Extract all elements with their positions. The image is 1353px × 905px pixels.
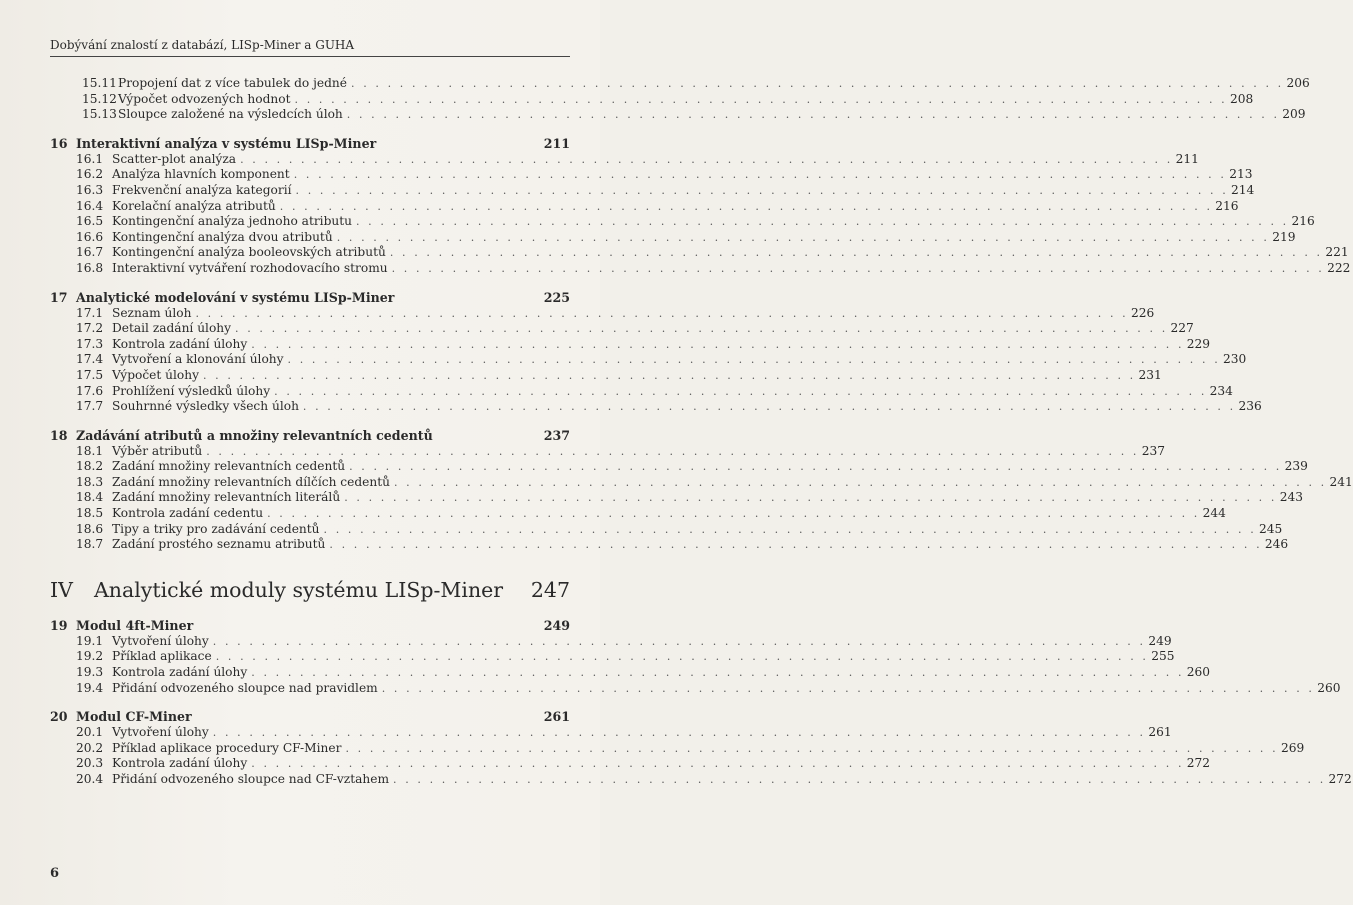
section-number: 20.4 [76,772,104,786]
chapter-number: 20 [50,709,68,725]
section-page: 243 [1279,490,1303,505]
section-number: 16.4 [76,198,104,213]
toc-section-entry[interactable] [50,680,1341,697]
section-page: 229 [1186,336,1211,351]
dot-leader: . . . . . . . . . . . . . . . . . . . . . . . . . . . . . . . . . . . . . . . . . . . . . . . . . . . . . . . . . . . . . . . . . . . . . . . . . . . . . [195,306,1129,320]
toc-section-entry[interactable] [50,399,1262,415]
dot-leader: . . . . . . . . . . . . . . . . . . . . . . . . . . . . . . . . . . . . . . . . . . . . . . . . . . . . . . . . . . . . . . . . . . . . . . . . . . . . . [355,215,1289,229]
part-page: 247 [530,577,570,602]
toc-chapter-entry[interactable] [50,289,570,306]
section-number: 16.5 [76,214,104,229]
section-number: 17.3 [76,336,104,351]
part-number: IV [50,577,73,602]
section-page: 213 [1229,167,1253,182]
dot-leader: . . . . . . . . . . . . . . . . . . . . . . . . . . . . . . . . . . . . . . . . . . . . . . . . . . . . . . . . . . . . . . . . . . . . . . . . . . . . . [344,491,1277,505]
section-page: 245 [1259,521,1283,536]
toc-section-entry[interactable] [50,474,1353,491]
section-number: 16.6 [76,229,104,244]
chapter-page: 211 [543,135,570,151]
section-number: 16.2 [76,167,104,182]
toc-section-entry[interactable] [50,725,1172,741]
section-number: 18.2 [76,459,104,474]
section-page: 209 [1282,107,1306,122]
section-page: 214 [1231,182,1255,197]
chapter-title: Zadávání atributů a množiny relevantních cedentů [76,427,433,443]
section-title: Přidání odvozeného sloupce nad pravidlem [112,680,378,695]
toc-chapter-entry[interactable] [50,708,570,725]
section-title: Příklad aplikace procedury CF-Miner [112,740,342,755]
section-number: 16.7 [76,245,104,260]
section-page: 246 [1264,537,1289,552]
dot-leader: . . . . . . . . . . . . . . . . . . . . . . . . . . . . . . . . . . . . . . . . . . . . . . . . . . . . . . . . . . . . . . . . . . . . . . . . . . . . . [351,77,1284,90]
page-number: 6 [50,866,60,881]
dot-leader: . . . . . . . . . . . . . . . . . . . . . . . . . . . . . . . . . . . . . . . . . . . . . . . . . . . . . . . . . . . . . . . . . . . . . . . . . . . . . [251,666,1185,680]
section-number: 20.1 [76,725,104,740]
section-number: 19.2 [76,649,104,664]
section-page: 231 [1138,367,1162,382]
section-title: Analýza hlavních komponent [112,167,290,182]
table-of-contents [50,76,1353,788]
section-title: Frekvenční analýza kategorií [112,182,292,197]
section-page: 234 [1209,383,1233,398]
section-number: 18.6 [76,521,104,536]
section-number: 18.4 [76,490,104,505]
chapter-page: 225 [543,289,570,305]
dot-leader: . . . . . . . . . . . . . . . . . . . . . . . . . . . . . . . . . . . . . . . . . . . . . . . . . . . . . . . . . . . . . . . . . . . . . . . . . . . . . [389,246,1323,260]
section-title: Přidání odvozeného sloupce nad CF-vztahem [112,772,390,786]
section-title: Výpočet úlohy [112,367,199,382]
chapter-number: 16 [50,135,68,151]
section-title: Vytvoření úlohy [112,633,209,648]
toc-section-entry[interactable] [50,336,1211,353]
chapter-title: Interaktivní analýza v systému LISp-Miner [76,135,377,151]
toc-chapter-entry[interactable] [50,617,570,634]
section-number: 19.4 [76,680,104,695]
toc-section-entry[interactable] [50,151,1199,168]
dot-leader: . . . . . . . . . . . . . . . . . . . . . . . . . . . . . . . . . . . . . . . . . . . . . . . . . . . . . . . . . . . . . . . . . . . . . . . . . . . . . [206,444,1139,458]
dot-leader: . . . . . . . . . . . . . . . . . . . . . . . . . . . . . . . . . . . . . . . . . . . . . . . . . . . . . . . . . . . . . . . . . . . . . . . . . . . . . [235,322,1168,336]
section-page: 269 [1280,740,1305,755]
toc-section-entry[interactable] [50,107,1306,123]
dot-leader: . . . . . . . . . . . . . . . . . . . . . . . . . . . . . . . . . . . . . . . . . . . . . . . . . . . . . . . . . . . . . . . . . . . . . . . . . . . . . [240,152,1173,166]
dot-leader: . . . . . . . . . . . . . . . . . . . . . . . . . . . . . . . . . . . . . . . . . . . . . . . . . . . . . . . . . . . . . . . . . . . . . . . . . . . . . [212,726,1146,740]
toc-section-entry[interactable] [50,649,1175,665]
section-page: 244 [1202,506,1226,521]
section-number: 17.2 [76,321,104,336]
section-number: 17.6 [76,383,104,398]
section-page: 206 [1286,76,1310,90]
dot-leader: . . . . . . . . . . . . . . . . . . . . . . . . . . . . . . . . . . . . . . . . . . . . . . . . . . . . . . . . . . . . . . . . . . . . . . . . . . . . . [393,475,1327,489]
section-number: 17.7 [76,399,104,414]
section-title: Propojení dat z více tabulek do jedné [118,76,347,90]
dot-leader: . . . . . . . . . . . . . . . . . . . . . . . . . . . . . . . . . . . . . . . . . . . . . . . . . . . . . . . . . . . . . . . . . . . . . . . . . . . . . [393,773,1326,786]
chapter-page: 237 [543,427,570,443]
section-page: 216 [1291,214,1315,229]
section-page: 260 [1186,665,1211,680]
section-page: 249 [1148,633,1172,648]
section-page: 241 [1329,474,1353,489]
section-number: 18.5 [76,506,104,521]
section-title: Výběr atributů [112,443,203,458]
section-page: 227 [1170,321,1194,336]
section-page: 226 [1130,305,1155,320]
section-title: Zadání množiny relevantních literálů [112,490,341,505]
toc-section-entry[interactable] [50,521,1283,538]
section-title: Kontingenční analýza jednoho atributu [112,214,352,229]
toc-part-entry[interactable] [50,575,570,605]
section-page: 208 [1230,91,1254,106]
section-page: 237 [1141,443,1165,458]
toc-section-entry[interactable] [50,214,1315,230]
section-title: Korelační analýza atributů [112,198,276,213]
section-title: Zadání prostého seznamu atributů [112,537,326,552]
toc-section-entry[interactable] [50,459,1308,475]
section-number: 20.3 [76,756,104,771]
section-number: 16.1 [76,151,104,166]
section-title: Tipy a triky pro zadávání cedentů [112,521,320,536]
section-number: 18.7 [76,537,104,552]
dot-leader: . . . . . . . . . . . . . . . . . . . . . . . . . . . . . . . . . . . . . . . . . . . . . . . . . . . . . . . . . . . . . . . . . . . . . . . . . . . . . [381,681,1315,695]
section-page: 260 [1317,680,1341,695]
section-page: 239 [1284,459,1308,474]
section-page: 230 [1223,352,1247,367]
toc-section-entry[interactable] [50,182,1255,199]
chapter-number: 18 [50,427,68,443]
dot-leader: . . . . . . . . . . . . . . . . . . . . . . . . . . . . . . . . . . . . . . . . . . . . . . . . . . . . . . . . . . . . . . . . . . . . . . . . . . . . . [251,337,1185,351]
section-page: 211 [1175,151,1199,166]
dot-leader: . . . . . . . . . . . . . . . . . . . . . . . . . . . . . . . . . . . . . . . . . . . . . . . . . . . . . . . . . . . . . . . . . . . . . . . . . . . . . [274,384,1207,398]
toc-chapter-entry[interactable] [50,427,570,444]
toc-section-entry[interactable] [50,305,1155,322]
dot-leader: . . . . . . . . . . . . . . . . . . . . . . . . . . . . . . . . . . . . . . . . . . . . . . . . . . . . . . . . . . . . . . . . . . . . . . . . . . . . . [202,368,1136,382]
section-number: 17.1 [76,305,104,320]
dot-leader: . . . . . . . . . . . . . . . . . . . . . . . . . . . . . . . . . . . . . . . . . . . . . . . . . . . . . . . . . . . . . . . . . . . . . . . . . . . . . [349,460,1282,474]
section-title: Interaktivní vytváření rozhodovacího stromu [112,260,388,275]
toc-section-entry[interactable] [50,260,1351,277]
section-title: Sloupce založené na výsledcích úloh [118,107,343,122]
toc-section-entry[interactable] [50,198,1239,215]
toc-section-entry[interactable] [50,91,1254,108]
section-page: 261 [1148,725,1172,740]
toc-section-entry[interactable] [50,167,1253,183]
section-title: Kontrola zadání cedentu [112,506,264,521]
section-page: 236 [1238,399,1262,414]
section-title: Příklad aplikace [112,649,212,664]
toc-section-entry[interactable] [50,633,1172,650]
section-number: 17.5 [76,367,104,382]
toc-section-entry[interactable] [50,383,1233,400]
section-number: 16.8 [76,260,104,275]
toc-section-entry[interactable] [50,245,1349,261]
toc-section-entry[interactable] [50,76,1310,92]
toc-section-entry[interactable] [50,772,1352,788]
chapter-page: 249 [543,617,570,633]
toc-section-entry[interactable] [50,665,1211,681]
dot-leader: . . . . . . . . . . . . . . . . . . . . . . . . . . . . . . . . . . . . . . . . . . . . . . . . . . . . . . . . . . . . . . . . . . . . . . . . . . . . . [267,507,1200,521]
dot-leader: . . . . . . . . . . . . . . . . . . . . . . . . . . . . . . . . . . . . . . . . . . . . . . . . . . . . . . . . . . . . . . . . . . . . . . . . . . . . . [251,757,1185,771]
section-page: 221 [1325,245,1349,260]
dot-leader: . . . . . . . . . . . . . . . . . . . . . . . . . . . . . . . . . . . . . . . . . . . . . . . . . . . . . . . . . . . . . . . . . . . . . . . . . . . . . [295,183,1229,197]
section-number: 19.1 [76,633,104,648]
toc-section-entry[interactable] [50,367,1162,384]
chapter-number: 19 [50,617,68,633]
part-title: Analytické moduly systému LISp-Miner [94,577,504,602]
toc-section-entry[interactable] [50,506,1226,522]
section-page: 216 [1215,198,1239,213]
toc-chapter-entry[interactable] [50,135,570,152]
dot-leader: . . . . . . . . . . . . . . . . . . . . . . . . . . . . . . . . . . . . . . . . . . . . . . . . . . . . . . . . . . . . . . . . . . . . . . . . . . . . . [293,168,1227,182]
toc-section-entry[interactable] [50,321,1194,337]
section-title: Scatter-plot analýza [112,151,237,166]
section-number: 20.2 [76,740,104,755]
section-number: 18.1 [76,443,104,458]
section-title: Kontrola zadání úlohy [112,756,248,771]
toc-section-entry[interactable] [50,537,1289,553]
section-number: 18.3 [76,474,104,489]
section-title: Zadání množiny relevantních dílčích cedentů [112,474,390,489]
section-number: 16.3 [76,182,104,197]
section-title: Prohlížení výsledků úlohy [112,383,271,398]
toc-section-entry[interactable] [50,740,1305,757]
section-title: Seznam úloh [112,305,192,320]
chapter-number: 17 [50,289,68,305]
dot-leader: . . . . . . . . . . . . . . . . . . . . . . . . . . . . . . . . . . . . . . . . . . . . . . . . . . . . . . . . . . . . . . . . . . . . . . . . . . . . . [323,522,1257,536]
section-title: Detail zadání úlohy [112,321,232,336]
dot-leader: . . . . . . . . . . . . . . . . . . . . . . . . . . . . . . . . . . . . . . . . . . . . . . . . . . . . . . . . . . . . . . . . . . . . . . . . . . . . . [279,199,1213,213]
section-title: Souhrnné výsledky všech úloh [112,399,299,414]
section-title: Výpočet odvozených hodnot [118,91,291,106]
section-title: Zadání množiny relevantních cedentů [112,459,346,474]
dot-leader: . . . . . . . . . . . . . . . . . . . . . . . . . . . . . . . . . . . . . . . . . . . . . . . . . . . . . . . . . . . . . . . . . . . . . . . . . . . . . [302,400,1236,414]
section-page: 272 [1328,772,1352,786]
section-title: Vytvoření úlohy [112,725,209,740]
running-head: Dobývání znalostí z databází, LISp-Miner a GUHA [50,38,570,57]
dot-leader: . . . . . . . . . . . . . . . . . . . . . . . . . . . . . . . . . . . . . . . . . . . . . . . . . . . . . . . . . . . . . . . . . . . . . . . . . . . . . [329,538,1263,552]
section-page: 272 [1186,756,1211,771]
chapter-title: Analytické modelování v systému LISp-Miner [76,289,395,305]
dot-leader: . . . . . . . . . . . . . . . . . . . . . . . . . . . . . . . . . . . . . . . . . . . . . . . . . . . . . . . . . . . . . . . . . . . . . . . . . . . . . [287,353,1221,367]
dot-leader: . . . . . . . . . . . . . . . . . . . . . . . . . . . . . . . . . . . . . . . . . . . . . . . . . . . . . . . . . . . . . . . . . . . . . . . . . . . . . [346,108,1280,122]
chapter-title: Modul CF-Miner [76,709,192,725]
dot-leader: . . . . . . . . . . . . . . . . . . . . . . . . . . . . . . . . . . . . . . . . . . . . . . . . . . . . . . . . . . . . . . . . . . . . . . . . . . . . . [345,741,1279,755]
toc-section-entry[interactable] [50,352,1247,368]
dot-leader: . . . . . . . . . . . . . . . . . . . . . . . . . . . . . . . . . . . . . . . . . . . . . . . . . . . . . . . . . . . . . . . . . . . . . . . . . . . . . [391,261,1325,275]
toc-section-entry[interactable] [50,229,1296,246]
chapter-page: 261 [543,709,570,725]
dot-leader: . . . . . . . . . . . . . . . . . . . . . . . . . . . . . . . . . . . . . . . . . . . . . . . . . . . . . . . . . . . . . . . . . . . . . . . . . . . . . [336,230,1270,244]
toc-section-entry[interactable] [50,443,1165,460]
section-page: 219 [1272,229,1296,244]
dot-leader: . . . . . . . . . . . . . . . . . . . . . . . . . . . . . . . . . . . . . . . . . . . . . . . . . . . . . . . . . . . . . . . . . . . . . . . . . . . . . [212,634,1146,648]
toc-section-entry[interactable] [50,756,1211,772]
section-title: Kontrola zadání úlohy [112,336,248,351]
dot-leader: . . . . . . . . . . . . . . . . . . . . . . . . . . . . . . . . . . . . . . . . . . . . . . . . . . . . . . . . . . . . . . . . . . . . . . . . . . . . . [215,650,1149,664]
section-page: 255 [1151,649,1175,664]
section-page: 222 [1327,260,1351,275]
section-number: 19.3 [76,665,104,680]
section-number: 15.11 [82,76,117,90]
section-title: Kontrola zadání úlohy [112,665,248,680]
section-number: 15.12 [82,91,117,106]
section-title: Vytvoření a klonování úlohy [112,352,284,367]
toc-section-entry[interactable] [50,490,1303,506]
section-number: 15.13 [82,107,117,122]
section-number: 17.4 [76,352,104,367]
section-title: Kontingenční analýza dvou atributů [112,229,333,244]
section-title: Kontingenční analýza booleovských atributů [112,245,386,260]
chapter-title: Modul 4ft-Miner [76,617,194,633]
dot-leader: . . . . . . . . . . . . . . . . . . . . . . . . . . . . . . . . . . . . . . . . . . . . . . . . . . . . . . . . . . . . . . . . . . . . . . . . . . . . . [294,92,1228,106]
